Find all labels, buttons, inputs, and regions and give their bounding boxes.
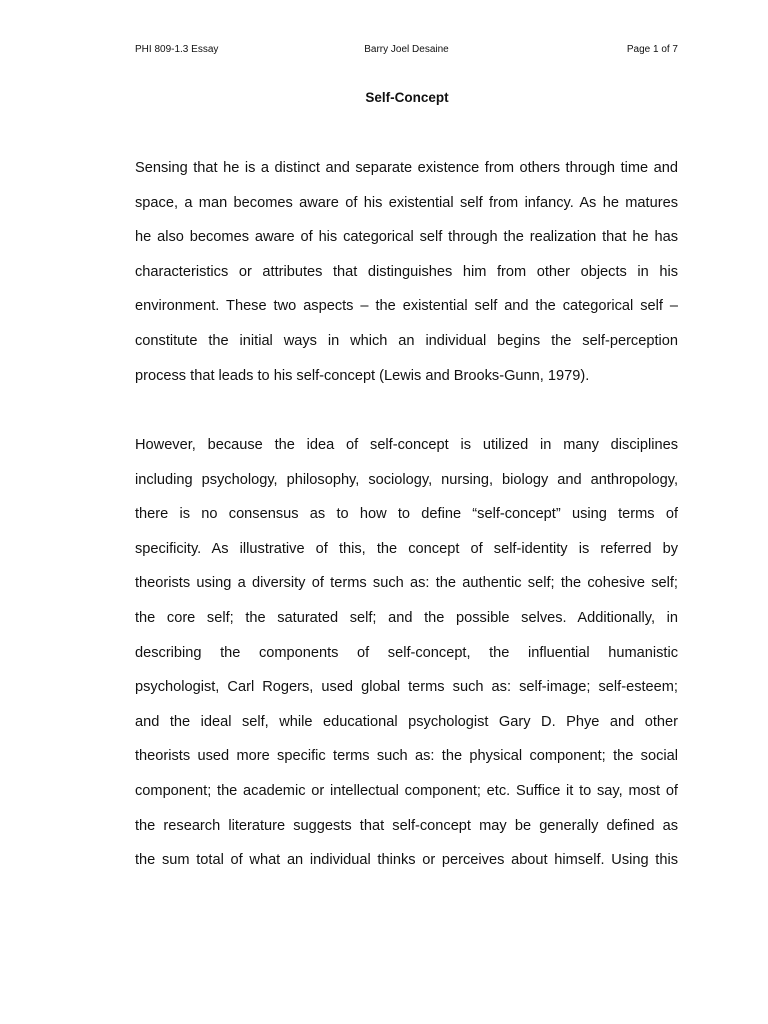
paragraph-line: including psychology, philosophy, sociology, nursing, biology and anthropology, [135, 471, 678, 488]
header-author: Barry Joel Desaine [364, 44, 449, 55]
paragraph-line: the research literature suggests that self-concept may be generally defined as [135, 817, 678, 834]
page-header [135, 43, 678, 57]
paragraph-2 [135, 428, 678, 878]
paragraph-line: However, because the idea of self-concept is utilized in many disciplines [135, 437, 678, 453]
paragraph-line: specificity. As illustrative of this, the concept of self-identity is referred by [135, 540, 678, 557]
paragraph-line: process that leads to his self-concept (Lewis and Brooks-Gunn, 1979). [135, 367, 590, 384]
paragraph-line: theorists used more specific terms such as: the physical component; the social [135, 748, 678, 765]
document-title: Self-Concept [365, 90, 449, 105]
paragraph-line: theorists using a diversity of terms such as: the authentic self; the cohesive self; [135, 575, 678, 592]
paragraph-line: the sum total of what an individual thinks or perceives about himself. Using this [135, 852, 678, 869]
header-course-code: PHI 809-1.3 Essay [135, 44, 219, 55]
paragraph-line: constitute the initial ways in which an individual begins the self-perception [135, 332, 678, 349]
paragraph-line: characteristics or attributes that distinguishes him from other objects in his [135, 263, 678, 280]
paragraph-line: and the ideal self, while educational psychologist Gary D. Phye and other [135, 713, 678, 730]
paragraph-line: there is no consensus as to how to define “self-concept” using terms of [135, 506, 678, 523]
paragraph-line: psychologist, Carl Rogers, used global terms such as: self-image; self-esteem; [135, 679, 678, 696]
paragraph-line: Sensing that he is a distinct and separate existence from others through time and [135, 160, 678, 176]
paragraph-line: the core self; the saturated self; and the possible selves. Additionally, in [135, 609, 678, 626]
paragraph-line: he also becomes aware of his categorical self through the realization that he has [135, 229, 678, 246]
paragraph-1 [135, 151, 678, 393]
paragraph-line: environment. These two aspects – the existential self and the categorical self – [135, 298, 678, 315]
paragraph-line: component; the academic or intellectual component; etc. Suffice it to say, most of [135, 782, 678, 799]
header-page-number: Page 1 of 7 [626, 44, 678, 55]
paragraph-line: space, a man becomes aware of his existential self from infancy. As he matures [135, 194, 678, 211]
paragraph-line: describing the components of self-concept, the influential humanistic [135, 644, 678, 661]
